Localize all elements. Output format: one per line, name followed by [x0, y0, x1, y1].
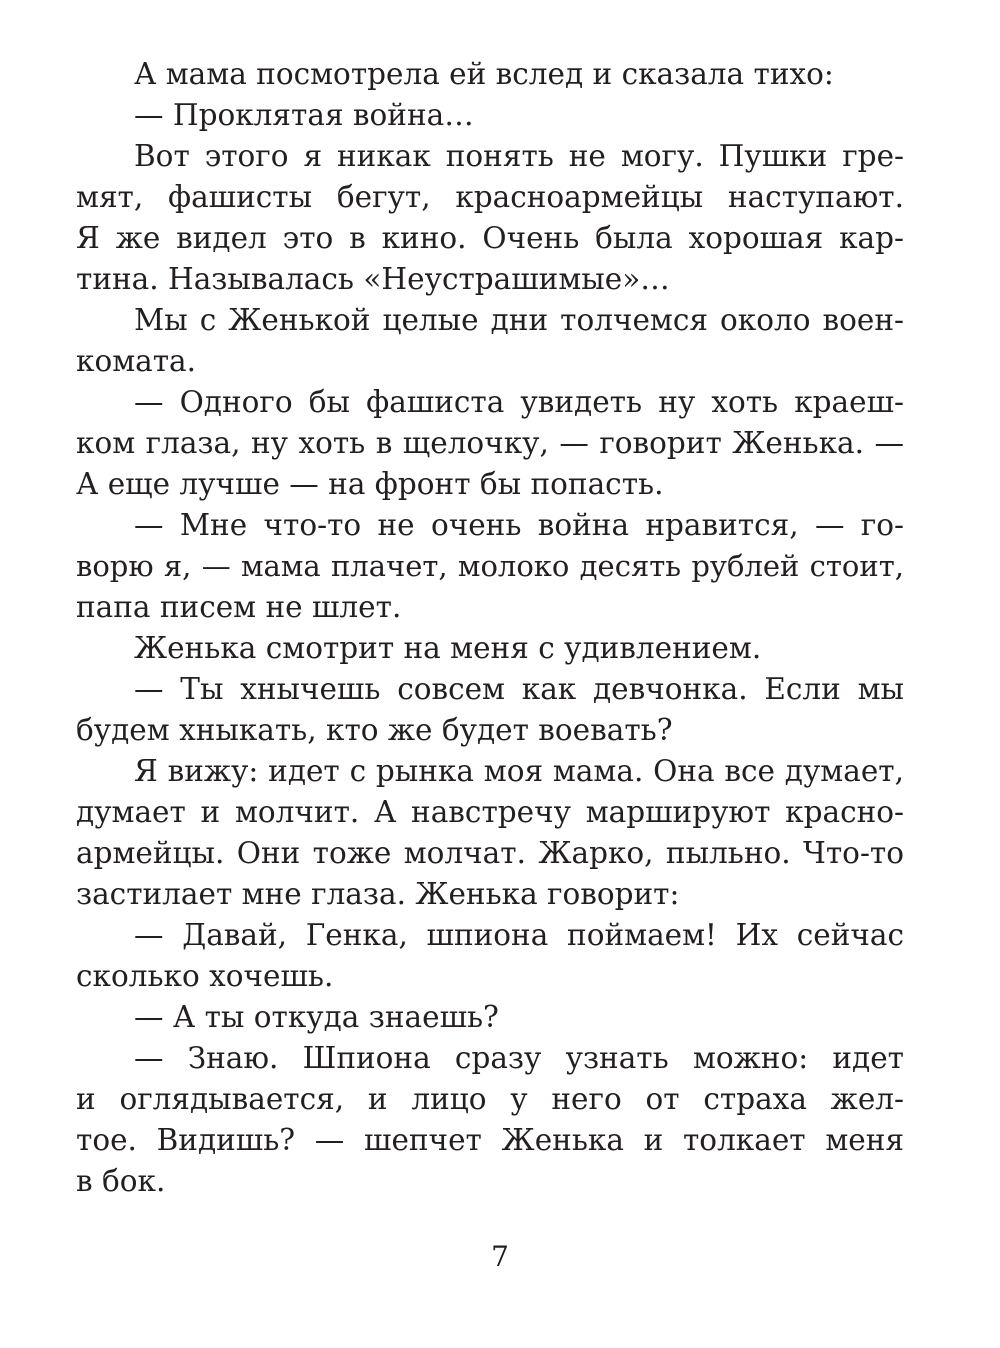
text-line: папа писем не шлет.: [76, 590, 402, 624]
text-line: — Проклятая война…: [134, 98, 474, 132]
text-line: застилает мне глаза. Женька говорит:: [76, 877, 680, 911]
text-line: в бок.: [76, 1164, 166, 1198]
text-line: Женька смотрит на меня с удивлением.: [134, 631, 762, 665]
text-line: тое. Видишь? — шепчет Женька и толкает меня: [76, 1123, 904, 1157]
text-line: сколько хочешь.: [76, 959, 334, 993]
text-line: — Мне что-то не очень война нравится, — го-: [134, 508, 904, 542]
text-line: — Ты хнычешь совсем как девчонка. Если мы: [134, 672, 904, 706]
text-line: Я же видел это в кино. Очень была хорошая кар-: [76, 221, 904, 255]
text-line: ворю я, — мама плачет, молоко десять рублей стоит,: [76, 549, 904, 583]
text-line: думает и молчит. А навстречу маршируют красно-: [76, 795, 904, 829]
text-line: — Знаю. Шпиона сразу узнать можно: идет: [134, 1041, 904, 1075]
book-page-text: [76, 54, 904, 1202]
text-line: ком глаза, ну хоть в щелочку, — говорит Женька. —: [76, 426, 904, 460]
text-line: Мы с Женькой целые дни толчемся около воен-: [134, 303, 904, 337]
text-line: мят, фашисты бегут, красноармейцы наступают.: [76, 180, 904, 214]
text-line: будем хныкать, кто же будет воевать?: [76, 713, 673, 747]
text-line: Вот этого я никак понять не могу. Пушки гре-: [134, 139, 904, 173]
page-number: 7: [491, 1240, 509, 1273]
text-line: тина. Называлась «Неустрашимые»…: [76, 262, 670, 296]
text-line: и оглядывается, и лицо у него от страха жел-: [76, 1082, 904, 1116]
text-line: — Давай, Генка, шпиона поймаем! Их сейчас: [134, 918, 904, 952]
text-line: Я вижу: идет с рынка моя мама. Она все думает,: [134, 754, 904, 788]
text-line: А еще лучше — на фронт бы попасть.: [76, 467, 664, 501]
text-line: комата.: [76, 344, 197, 378]
text-line: — А ты откуда знаешь?: [134, 1000, 499, 1034]
text-line: армейцы. Они тоже молчат. Жарко, пыльно. Что-то: [76, 836, 904, 870]
text-line: — Одного бы фашиста увидеть ну хоть краеш-: [134, 385, 904, 419]
text-line: А мама посмотрела ей вслед и сказала тихо:: [134, 57, 834, 91]
